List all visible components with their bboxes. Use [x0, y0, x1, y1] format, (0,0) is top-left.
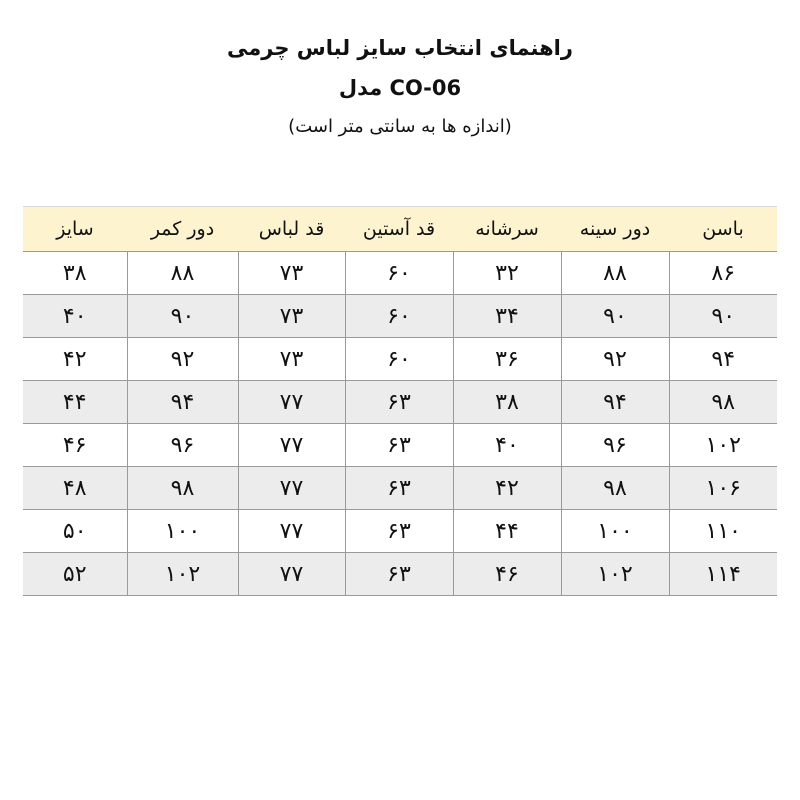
- cell-garment-length: ۷۷: [238, 467, 345, 510]
- cell-size: ۴۰: [23, 295, 127, 338]
- cell-chest: ۹۸: [561, 467, 669, 510]
- cell-sleeve-length: ۶۰: [345, 295, 453, 338]
- cell-garment-length: ۷۳: [238, 338, 345, 381]
- cell-size: ۵۰: [23, 510, 127, 553]
- cell-waist: ۹۲: [127, 338, 238, 381]
- cell-sleeve-length: ۶۳: [345, 510, 453, 553]
- table-header: [23, 207, 777, 252]
- cell-waist: ۹۴: [127, 381, 238, 424]
- cell-chest: ۱۰۲: [561, 553, 669, 596]
- table-body: [23, 252, 777, 596]
- cell-garment-length: ۷۳: [238, 295, 345, 338]
- cell-waist: ۹۰: [127, 295, 238, 338]
- cell-hip: ۱۱۴: [669, 553, 777, 596]
- cell-shoulder: ۴۶: [453, 553, 561, 596]
- cell-sleeve-length: ۶۳: [345, 424, 453, 467]
- cell-waist: ۸۸: [127, 252, 238, 295]
- table-row: [23, 381, 777, 424]
- header-row: [23, 207, 777, 252]
- column-header-waist: دور کمر: [127, 207, 238, 252]
- table-row: [23, 338, 777, 381]
- table-row: [23, 510, 777, 553]
- cell-hip: ۸۶: [669, 252, 777, 295]
- cell-shoulder: ۳۲: [453, 252, 561, 295]
- column-header-garment-length: قد لباس: [238, 207, 345, 252]
- cell-sleeve-length: ۶۳: [345, 467, 453, 510]
- cell-size: ۴۸: [23, 467, 127, 510]
- cell-hip: ۱۰۲: [669, 424, 777, 467]
- table-row: [23, 553, 777, 596]
- cell-sleeve-length: ۶۰: [345, 252, 453, 295]
- cell-size: ۴۶: [23, 424, 127, 467]
- cell-size: ۳۸: [23, 252, 127, 295]
- page-title: راهنمای انتخاب سایز لباس چرمی: [227, 36, 573, 60]
- cell-sleeve-length: ۶۰: [345, 338, 453, 381]
- table-row: [23, 252, 777, 295]
- table-row: [23, 424, 777, 467]
- cell-size: ۵۲: [23, 553, 127, 596]
- size-chart-table: [23, 206, 777, 596]
- table-row: [23, 467, 777, 510]
- cell-shoulder: ۴۰: [453, 424, 561, 467]
- cell-garment-length: ۷۳: [238, 252, 345, 295]
- cell-chest: ۱۰۰: [561, 510, 669, 553]
- cell-chest: ۸۸: [561, 252, 669, 295]
- cell-waist: ۱۰۲: [127, 553, 238, 596]
- cell-shoulder: ۳۸: [453, 381, 561, 424]
- units-note: (اندازه ها به سانتی متر است): [288, 116, 512, 137]
- cell-hip: ۹۰: [669, 295, 777, 338]
- cell-chest: ۹۴: [561, 381, 669, 424]
- cell-shoulder: ۴۴: [453, 510, 561, 553]
- column-header-chest: دور سینه: [561, 207, 669, 252]
- cell-garment-length: ۷۷: [238, 510, 345, 553]
- cell-waist: ۹۶: [127, 424, 238, 467]
- table-row: [23, 295, 777, 338]
- cell-chest: ۹۶: [561, 424, 669, 467]
- cell-garment-length: ۷۷: [238, 424, 345, 467]
- cell-shoulder: ۳۴: [453, 295, 561, 338]
- column-header-size: سایز: [23, 207, 127, 252]
- cell-chest: ۹۰: [561, 295, 669, 338]
- cell-size: ۴۴: [23, 381, 127, 424]
- cell-size: ۴۲: [23, 338, 127, 381]
- cell-hip: ۱۱۰: [669, 510, 777, 553]
- cell-hip: ۹۸: [669, 381, 777, 424]
- cell-chest: ۹۲: [561, 338, 669, 381]
- cell-garment-length: ۷۷: [238, 553, 345, 596]
- cell-shoulder: ۴۲: [453, 467, 561, 510]
- column-header-sleeve-length: قد آستین: [345, 207, 453, 252]
- cell-shoulder: ۳۶: [453, 338, 561, 381]
- model-code: مدل CO-06: [338, 76, 462, 100]
- column-header-hip: باسن: [669, 207, 777, 252]
- cell-garment-length: ۷۷: [238, 381, 345, 424]
- cell-hip: ۱۰۶: [669, 467, 777, 510]
- column-header-shoulder: سرشانه: [453, 207, 561, 252]
- cell-sleeve-length: ۶۳: [345, 553, 453, 596]
- cell-waist: ۱۰۰: [127, 510, 238, 553]
- cell-sleeve-length: ۶۳: [345, 381, 453, 424]
- cell-waist: ۹۸: [127, 467, 238, 510]
- cell-hip: ۹۴: [669, 338, 777, 381]
